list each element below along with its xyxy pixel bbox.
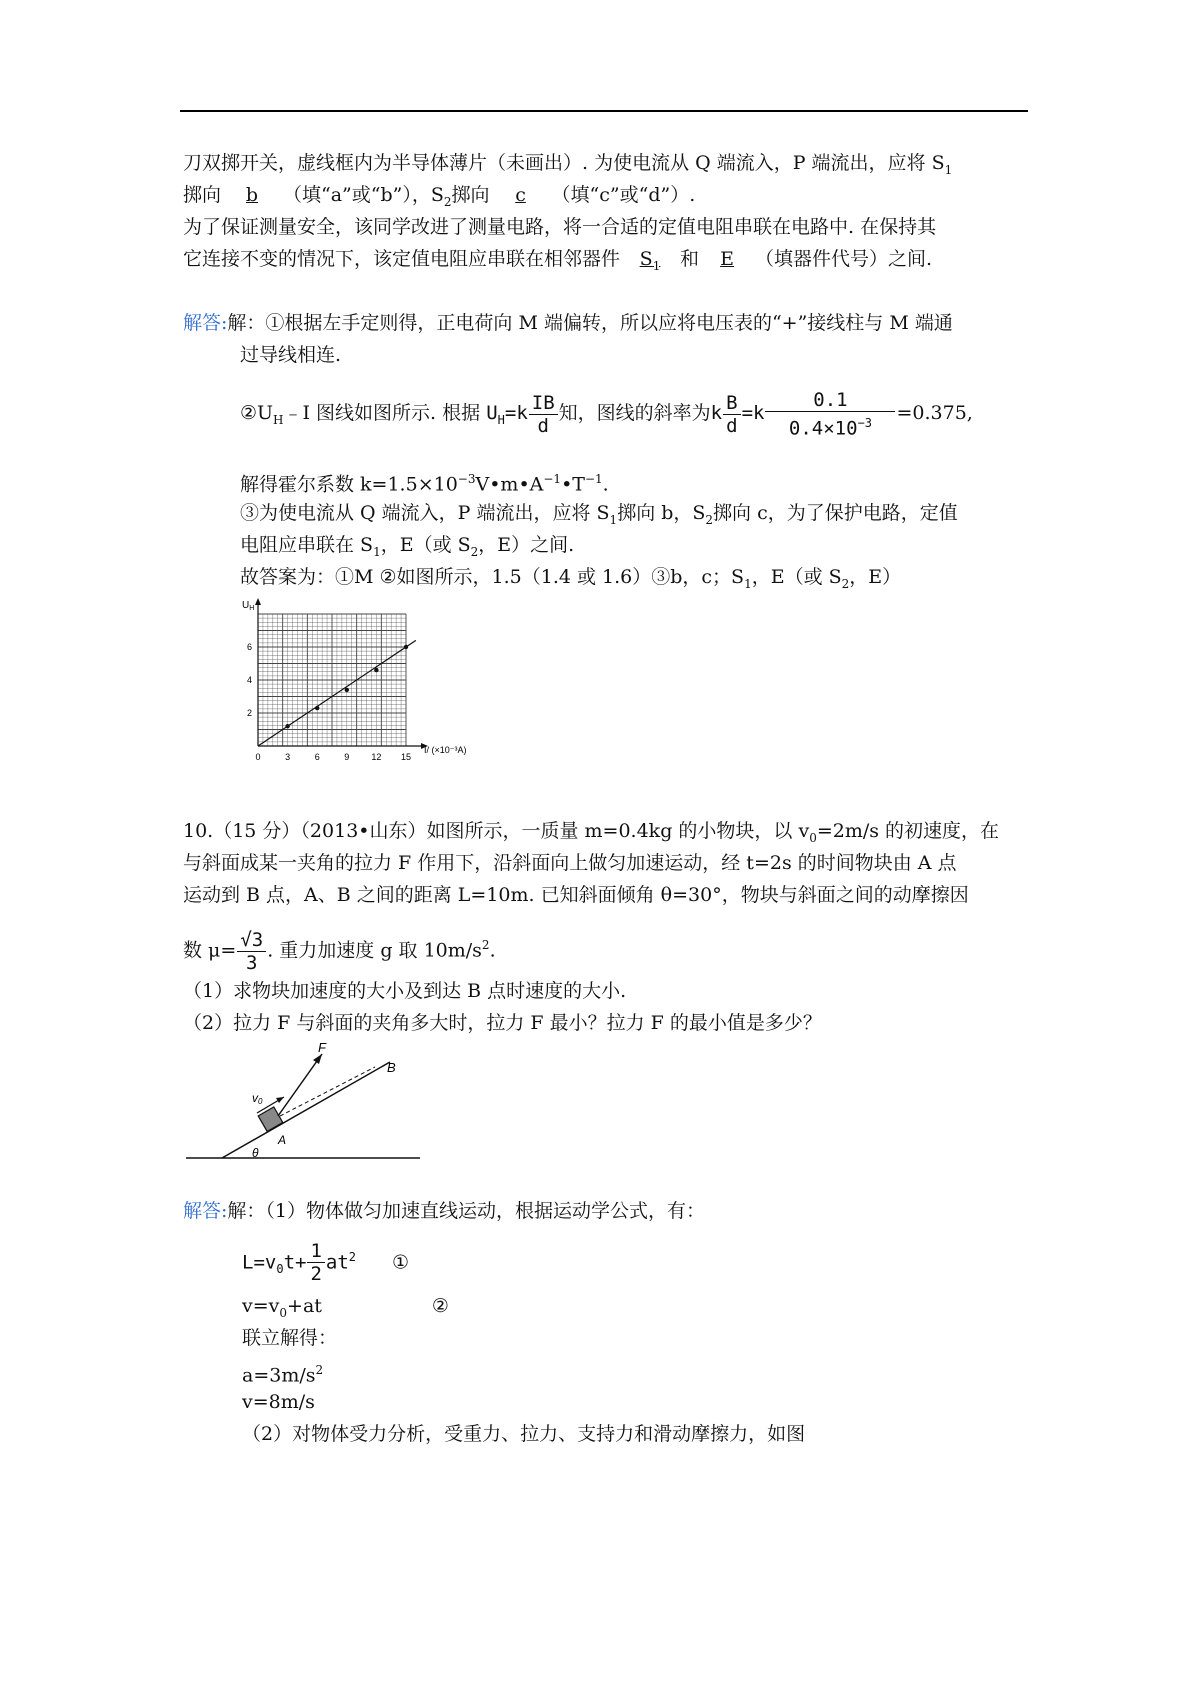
- numerator: B: [723, 392, 740, 415]
- text: ，E）: [849, 566, 902, 588]
- q10-line-4: [183, 920, 496, 975]
- text: .: [489, 939, 496, 962]
- subscript: H: [273, 412, 284, 427]
- text: at: [325, 1251, 349, 1274]
- text: 10.（15 分）（2013•山东）如图所示，一质量 m=0.4kg 的小物块，以 v: [183, 820, 810, 842]
- ans1-line-6: [240, 532, 574, 565]
- equation-mark: ①: [392, 1251, 410, 1274]
- formula-uh: [486, 402, 528, 427]
- x-tick-label: 9: [344, 752, 350, 762]
- ans2-eq-1: [242, 1232, 409, 1294]
- subscript: 2: [443, 194, 452, 209]
- graph-grid: [258, 614, 406, 746]
- data-point: [315, 706, 319, 710]
- denominator: d: [537, 414, 549, 437]
- y-tick-label: 2: [246, 708, 252, 718]
- text: L=v: [242, 1251, 277, 1274]
- text: 电阻应串联在 S: [240, 534, 374, 556]
- text: 解：（1）物体做匀加速直线运动，根据运动学公式，有：: [227, 1200, 705, 1222]
- text: 和: [680, 248, 700, 270]
- text: 解得霍尔系数 k=1.5×10: [240, 473, 458, 496]
- answer-blank: c: [515, 184, 526, 206]
- x-tick-label: 0: [255, 752, 261, 762]
- y-tick-label: 4: [246, 675, 252, 685]
- subscript: 0: [809, 830, 817, 845]
- dashed-line: [280, 1067, 375, 1116]
- subscript: 1: [944, 162, 953, 177]
- ans1-line-1: [183, 310, 953, 336]
- text: （填“a”或“b”），S: [283, 184, 444, 206]
- text: 掷向: [183, 184, 222, 206]
- text: a=3m/s: [242, 1364, 316, 1387]
- graph-axes: [255, 598, 428, 749]
- q10-line-5: （1）求物块加速度的大小及到达 B 点时速度的大小.: [183, 980, 627, 1002]
- fraction-sqrt3-3: [237, 929, 266, 974]
- text: （填器件代号）之间.: [755, 248, 933, 270]
- ans1-line-2: 过导线相连.: [240, 344, 342, 366]
- subscript: 0: [279, 1305, 288, 1320]
- subscript: 1: [744, 576, 752, 591]
- text: 它连接不变的情况下，该定值电阻应串联在相邻器件: [183, 248, 621, 270]
- text: 掷向 b，S: [617, 502, 706, 524]
- text: v=v: [242, 1295, 280, 1317]
- text: ，E）之间.: [478, 534, 575, 556]
- label-theta: θ: [252, 1146, 259, 1160]
- answer-blank: E: [720, 248, 734, 270]
- y-axis-label: $U_H$: [242, 600, 255, 612]
- text: 数 μ=: [183, 939, 237, 962]
- fraction-ib-d: [529, 392, 558, 437]
- text: 掷向: [451, 184, 490, 206]
- q10-line-2: 与斜面成某一夹角的拉力 F 作用下，沿斜面向上做匀加速运动，经 t=2s 的时间物块由 A 点: [183, 852, 957, 874]
- text: U: [486, 402, 498, 424]
- y-tick-label: 6: [246, 642, 252, 652]
- text: =0.375,: [896, 402, 973, 424]
- denominator: d: [726, 414, 738, 437]
- text: t+: [283, 1251, 307, 1274]
- p1-line-4: [183, 246, 932, 279]
- fraction-b-d: [723, 392, 740, 437]
- ans2-line-4: 联立解得：: [242, 1327, 338, 1349]
- text: .: [602, 473, 609, 496]
- ans2-eq-2: [242, 1293, 449, 1326]
- data-point: [404, 645, 408, 649]
- text: V•m•A: [475, 473, 544, 496]
- ans1-line-7: [240, 564, 901, 597]
- numerator: 0.1: [765, 389, 895, 412]
- p1-line-2: [183, 182, 695, 215]
- text: ③为使电流从 Q 端流入，P 端流出，应将 S: [240, 502, 610, 524]
- text: =k: [504, 402, 528, 424]
- x-tick-label: 6: [314, 752, 320, 762]
- x-tick-label: 3: [285, 752, 291, 762]
- top-rule: [180, 110, 1028, 112]
- superscript: 2: [315, 1363, 324, 1377]
- text: 掷向 c，为了保护电路，定值: [713, 502, 958, 524]
- q10-line-1: [183, 818, 999, 851]
- subscript: H: [497, 412, 505, 427]
- ans2-line-6: v=8m/s: [242, 1391, 315, 1413]
- denominator: [765, 412, 895, 439]
- text: =k: [741, 402, 765, 424]
- q10-line-6: （2）拉力 F 与斜面的夹角多大时，拉力 F 最小？拉力 F 的最小值是多少？: [183, 1012, 822, 1034]
- text: +at: [287, 1295, 322, 1317]
- numerator: 1: [307, 1240, 324, 1263]
- text: 刀双掷开关，虚线框内为半导体薄片（未画出）. 为使电流从 Q 端流入，P 端流出，应将 S: [183, 152, 945, 174]
- equation-mark: ②: [431, 1295, 449, 1317]
- p1-line-3: 为了保证测量安全，该同学改进了测量电路，将一合适的定值电阻串联在电路中. 在保持其: [183, 216, 937, 238]
- answer-label: 解答:: [183, 1200, 228, 1222]
- label-v0: v0: [252, 1091, 263, 1106]
- fraction-half: [307, 1240, 324, 1285]
- data-point: [285, 724, 289, 728]
- text: k: [710, 402, 723, 424]
- text: ，E（或 S: [751, 566, 842, 588]
- force-arrow: [278, 1054, 322, 1116]
- text: ﹣I 图线如图所示. 根据: [283, 402, 481, 424]
- p1-line-1: [183, 150, 952, 183]
- label-f: F: [318, 1040, 326, 1055]
- uh-i-graph: [236, 596, 486, 776]
- answer-blank: [620, 246, 680, 279]
- superscript: 2: [348, 1250, 357, 1264]
- x-tick-label: 15: [400, 752, 412, 762]
- answer-blank: b: [245, 184, 259, 206]
- x-tick-label: 12: [371, 752, 382, 762]
- ans2-line-1: [183, 1198, 705, 1224]
- subscript: 2: [705, 512, 714, 527]
- text: 知，图线的斜率为: [558, 402, 711, 424]
- velocity-arrowhead: [276, 1097, 284, 1103]
- force-arrowhead: [313, 1054, 322, 1064]
- text: 解：①根据左手定则得，正电荷向 M 端偏转，所以应将电压表的“+”接线柱与 M 端通: [227, 312, 953, 334]
- q10-line-3: 运动到 B 点，A、B 之间的距离 L=10m. 已知斜面倾角 θ=30°，物块与斜面之间的动摩擦因: [183, 884, 969, 906]
- text: . 重力加速度 g 取 10m/s: [267, 939, 482, 962]
- subscript: 0: [276, 1262, 284, 1277]
- denominator: 2: [310, 1263, 322, 1286]
- ans2-line-5: [242, 1357, 323, 1388]
- numerator: √3: [237, 929, 266, 952]
- text: 0.4×10: [788, 417, 858, 440]
- subscript: 1: [609, 512, 618, 527]
- text: ，E（或 S: [380, 534, 471, 556]
- subscript: 1: [652, 258, 661, 273]
- data-point: [374, 668, 378, 672]
- text: ②U: [240, 402, 274, 424]
- text: •T: [561, 473, 585, 496]
- superscript: 2: [481, 938, 490, 952]
- label-a: A: [278, 1133, 287, 1147]
- superscript: −1: [543, 472, 562, 486]
- subscript: 2: [470, 544, 479, 559]
- denominator: 3: [246, 951, 258, 974]
- answer-label: 解答:: [183, 312, 228, 334]
- data-point: [345, 688, 349, 692]
- superscript: −3: [857, 415, 873, 430]
- x-axis-label: I/ (×10⁻³A): [424, 745, 467, 755]
- subscript: 1: [373, 544, 381, 559]
- superscript: −1: [584, 472, 603, 486]
- subscript: 2: [841, 576, 850, 591]
- ans1-line-3: [240, 388, 973, 445]
- text: （填“c”或“d”）.: [551, 184, 696, 206]
- ans2-line-7: （2）对物体受力分析，受重力、拉力、支持力和滑动摩擦力，如图: [242, 1423, 806, 1445]
- incline-figure: [180, 1040, 430, 1165]
- ans1-line-5: [240, 500, 958, 533]
- superscript: −3: [457, 472, 476, 486]
- ans1-line-4: [240, 466, 609, 497]
- text: =2m/s 的初速度，在: [816, 820, 1000, 842]
- fraction-slope: [765, 389, 895, 439]
- text: S: [639, 248, 653, 270]
- y-axis-arrow: [255, 598, 261, 605]
- numerator: IB: [529, 392, 558, 415]
- text: 故答案为：①M ②如图所示，1.5（1.4 或 1.6）③b，c；S: [240, 566, 745, 588]
- label-b: B: [387, 1060, 396, 1075]
